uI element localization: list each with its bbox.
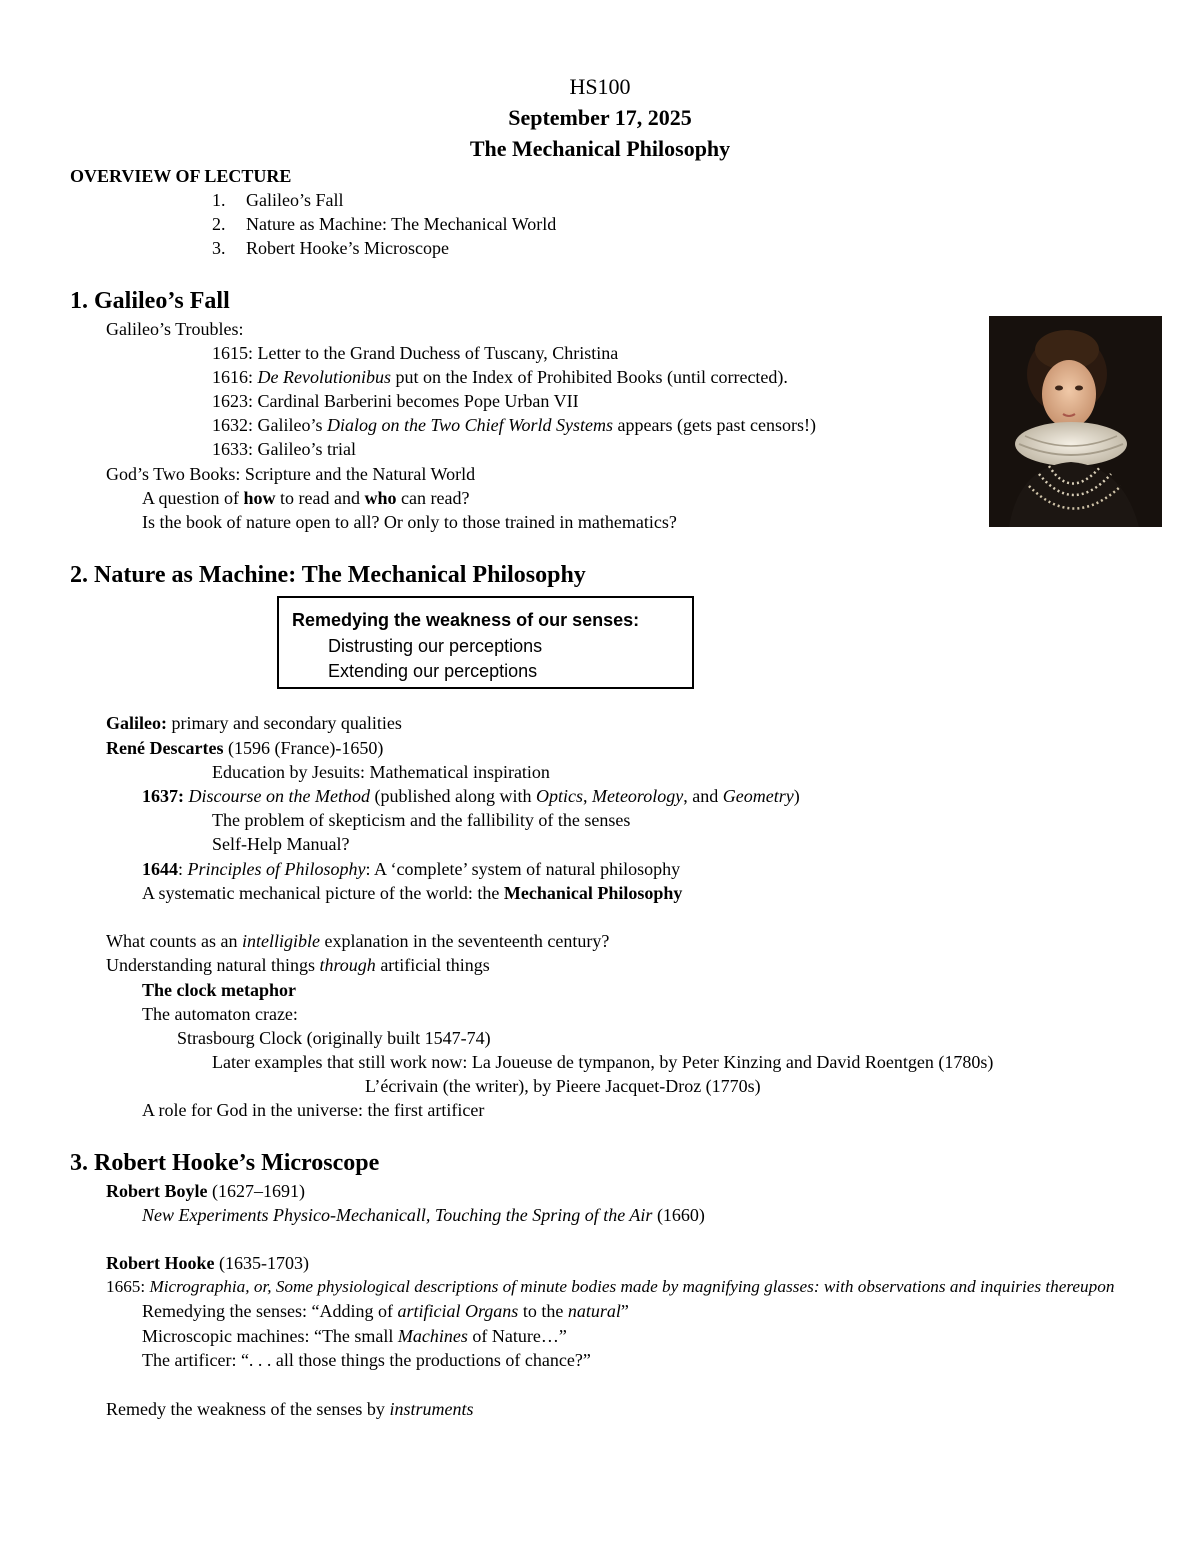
mach-c: of Nature…” <box>467 1326 567 1346</box>
geometry-title: Geometry <box>722 786 794 806</box>
remedy-box-line-1: Distrusting our perceptions <box>328 636 543 656</box>
remedy-box-title: Remedying the weakness of our senses: <box>292 610 640 630</box>
boyle-dates: (1627–1691) <box>207 1181 305 1201</box>
event-1616-year: 1616: <box>212 367 258 387</box>
descartes-dates: (1596 (France)-1650) <box>223 738 384 758</box>
clock-metaphor: The clock metaphor <box>142 980 296 1000</box>
overview-num-2: 2. <box>212 214 226 234</box>
section-3-heading: 3. Robert Hooke’s Microscope <box>70 1150 380 1176</box>
remedy-instruments-line <box>106 1397 473 1421</box>
artificer-line: The artificer: “. . . all those things the productions of chance?” <box>142 1350 591 1370</box>
event-1632-year: 1632: Galileo’s <box>212 415 327 435</box>
galileo-name: Galileo: <box>106 713 167 733</box>
colon: : <box>178 859 188 879</box>
systematic-text: A systematic mechanical picture of the world: the <box>142 883 504 903</box>
q-text-c: to read and <box>275 488 365 508</box>
rem-e: ” <box>620 1301 629 1321</box>
systematic-line <box>142 881 682 905</box>
section-1-heading: 1. Galileo’s Fall <box>70 288 230 314</box>
and-text: , and <box>683 786 723 806</box>
intel-a: What counts as an <box>106 931 242 951</box>
two-books: God’s Two Books: Scripture and the Natural World <box>106 464 476 484</box>
comma: , <box>582 786 592 806</box>
remedy-box-line-2: Extending our perceptions <box>328 661 538 681</box>
lecture-topic: The Mechanical Philosophy <box>469 136 731 161</box>
overview-num-1: 1. <box>212 190 226 210</box>
optics-title: Optics <box>535 786 583 806</box>
galileo-text: primary and secondary qualities <box>167 713 402 733</box>
boyle-name: Robert Boyle <box>106 1181 208 1201</box>
micrographia-line <box>106 1275 1114 1299</box>
rem-d: natural <box>567 1301 621 1321</box>
course-code: HS100 <box>569 74 631 99</box>
new-experiments-line <box>142 1203 705 1227</box>
question-how-who <box>142 486 469 510</box>
year-1637: 1637: <box>142 786 184 806</box>
event-1632 <box>212 413 816 437</box>
jesuits-line: Education by Jesuits: Mathematical inspiration <box>212 762 550 782</box>
boyle-line <box>106 1179 305 1203</box>
galileo-qualities <box>106 711 402 735</box>
mach-a: Microscopic machines: “The small <box>142 1326 398 1346</box>
rem-a: Remedying the senses: “Adding of <box>142 1301 398 1321</box>
remedying-senses-line <box>142 1299 629 1323</box>
skepticism-line: The problem of skepticism and the fallibility of the senses <box>212 810 631 830</box>
q-text-e: can read? <box>396 488 470 508</box>
event-1623: 1623: Cardinal Barberini becomes Pope Urban VII <box>212 391 579 411</box>
q-who: who <box>364 488 397 508</box>
meteorology-title: Meteorology <box>591 786 684 806</box>
self-help-line: Self-Help Manual? <box>212 834 350 854</box>
portrait-illustration <box>989 316 1162 527</box>
new-experiments-year: (1660) <box>652 1205 705 1225</box>
intel-b: intelligible <box>241 931 320 951</box>
automaton-craze: The automaton craze: <box>142 1004 298 1024</box>
remedy-a: Remedy the weakness of the senses by <box>106 1399 390 1419</box>
intelligible-line <box>106 929 609 953</box>
remedy-box <box>277 596 694 689</box>
descartes-line <box>106 736 383 760</box>
close-paren: ) <box>793 786 800 806</box>
hooke-dates: (1635-1703) <box>214 1253 309 1273</box>
intel-c: explanation in the seventeenth century? <box>319 931 610 951</box>
strasbourg-clock: Strasbourg Clock (originally built 1547-74) <box>177 1028 491 1048</box>
event-1615: 1615: Letter to the Grand Duchess of Tuscany, Christina <box>212 343 619 363</box>
discourse-title: Discourse on the Method <box>188 786 370 806</box>
understanding-line <box>106 953 490 977</box>
under-b: through <box>319 955 376 975</box>
question-book-of-nature: Is the book of nature open to all? Or only to those trained in mathematics? <box>142 512 677 532</box>
principles-line <box>142 857 680 881</box>
section-2-heading: 2. Nature as Machine: The Mechanical Philosophy <box>70 562 586 588</box>
principles-title: Principles of Philosophy <box>187 859 366 879</box>
overview-item-3: Robert Hooke’s Microscope <box>246 238 449 258</box>
mach-b: Machines <box>397 1326 468 1346</box>
hooke-name: Robert Hooke <box>106 1253 215 1273</box>
under-a: Understanding natural things <box>106 955 320 975</box>
principles-desc: : A ‘complete’ system of natural philosophy <box>365 859 681 879</box>
rem-b: artificial Organs <box>397 1301 519 1321</box>
god-artificer: A role for God in the universe: the first artificer <box>142 1100 485 1120</box>
event-1632-desc: appears (gets past censors!) <box>613 415 816 435</box>
remedy-b: instruments <box>389 1399 474 1419</box>
ecrivain-line: L’écrivain (the writer), by Pieere Jacquet-Droz (1770s) <box>365 1076 761 1096</box>
micrographia-title: Micrographia, or, Some physiological descriptions of minute bodies made by magnifying glasses: with observations and inquiries thereupon <box>149 1277 1115 1296</box>
descartes-name: René Descartes <box>106 738 224 758</box>
year-1644: 1644 <box>142 859 178 879</box>
event-1616 <box>212 365 788 389</box>
overview-num-3: 3. <box>212 238 226 258</box>
microscopic-machines-line <box>142 1324 567 1348</box>
overview-item-1: Galileo’s Fall <box>246 190 344 210</box>
event-1616-desc: put on the Index of Prohibited Books (until corrected). <box>391 367 788 387</box>
christina-portrait-image <box>989 316 1162 527</box>
overview-item-2: Nature as Machine: The Mechanical World <box>246 214 557 234</box>
q-how: how <box>243 488 276 508</box>
event-1616-title: De Revolutionibus <box>257 367 391 387</box>
new-experiments-title: New Experiments Physico-Mechanicall, Touching the Spring of the Air <box>142 1205 653 1225</box>
rem-c: to the <box>518 1301 568 1321</box>
year-1665: 1665: <box>106 1277 150 1296</box>
overview-heading: OVERVIEW OF LECTURE <box>70 166 292 186</box>
event-1632-title: Dialog on the Two Chief World Systems <box>327 415 614 435</box>
under-c: artificial things <box>375 955 490 975</box>
hooke-line <box>106 1251 309 1275</box>
later-examples: Later examples that still work now: La Joueuse de tympanon, by Peter Kinzing and David Roentgen (1780s) <box>212 1052 994 1072</box>
q-text-a: A question of <box>142 488 244 508</box>
discourse-line <box>142 784 800 808</box>
event-1633: 1633: Galileo’s trial <box>212 439 356 459</box>
discourse-pub: (published along with <box>369 786 536 806</box>
mechanical-philosophy-term: Mechanical Philosophy <box>503 883 683 903</box>
lecture-date: September 17, 2025 <box>508 105 692 130</box>
troubles-label: Galileo’s Troubles: <box>106 319 244 339</box>
